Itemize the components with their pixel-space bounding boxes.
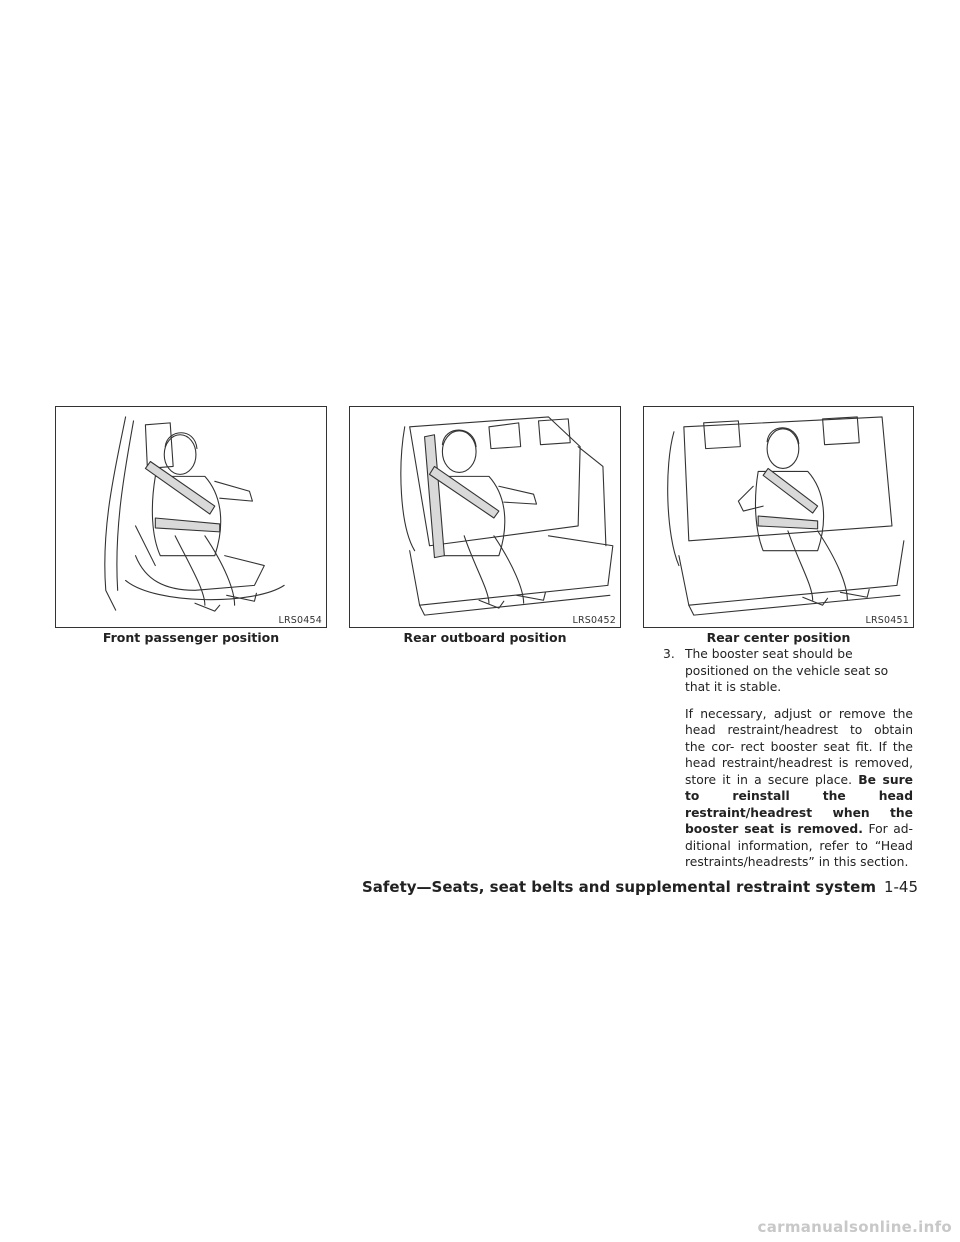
step-number: 3.	[663, 647, 675, 661]
page-number: 1-45	[883, 878, 918, 896]
figure-caption: Rear center position	[706, 630, 851, 645]
watermark: carmanualsonline.info	[757, 1218, 952, 1236]
figure-code: LRS0452	[572, 615, 616, 626]
step-text: The booster seat should be positioned on the vehicle seat so that it is stable.	[685, 647, 889, 694]
warning-text: Be sure to reinstall the head restraint/headrest when the booster seat is removed.	[685, 772, 913, 836]
figure-rear-center	[643, 406, 914, 628]
step-paragraph	[663, 706, 913, 871]
figure-caption: Front passenger position	[102, 630, 280, 645]
section-title: Safety—Seats, seat belts and supplemental restraint system	[361, 878, 876, 896]
reference-text: For ad- ditional information, refer to “Head restraints/headrests” in this section.	[685, 822, 913, 869]
page-footer	[362, 878, 918, 896]
child-booster-seat-illustration	[644, 407, 913, 627]
figure-code: LRS0454	[278, 615, 322, 626]
instruction-step-3	[663, 646, 913, 871]
figure-code: LRS0451	[865, 615, 909, 626]
child-booster-seat-illustration	[350, 407, 620, 627]
figure-caption: Rear outboard position	[403, 630, 567, 645]
child-booster-seat-illustration	[56, 407, 326, 627]
figure-rear-outboard	[349, 406, 621, 628]
figure-front-passenger	[55, 406, 327, 628]
paragraph-text: If necessary, adjust or remove the head restraint/headrest to obtain the cor- rect booster seat fit. If the head restraint/headrest is removed, store it in a secure place.	[685, 706, 913, 787]
